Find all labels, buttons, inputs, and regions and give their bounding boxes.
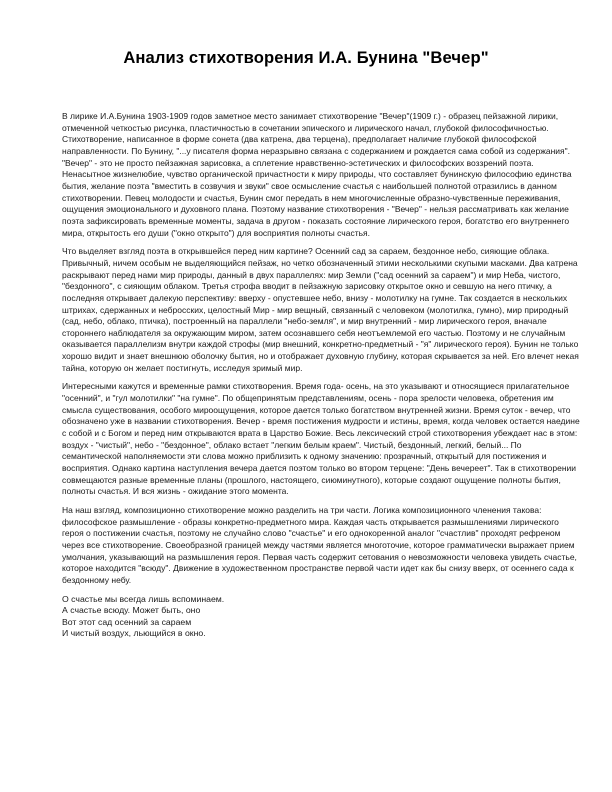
paragraph-composition: На наш взгляд, композиционно стихотворение можно разделить на три части. Логика композиционного членения такова: философское размышление - образы конкретно-предметного мира. Каждая часть открывается размышлениями лирического героя о постижении счастья, поэтому не случайно слово "счастье" и его однокоренной аналог "счастлив" проходят рефреном через все стихотворение. Своеобразной границей между частями является многоточие, которое грамматически выражает прием умолчания, указывающий на размышления героя. Первая часть содержит сетования о невозможности человека увидеть счастье, которое находится "всюду". Движение в художественном пространстве первой части идет как бы снизу вверх, от осеннего сада к бездонному небу. [62, 505, 577, 585]
document-body [62, 111, 580, 640]
poem-line: О счастье мы всегда лишь вспоминаем. [62, 593, 225, 604]
paragraph-landscape: Что выделяет взгляд поэта в открывшейся перед ним картине? Осенний сад за сараем, бездонное небо, сияющие облака. Привычный, ничем особым не выделяющийся пейзаж, но четко обозначенный этими несколькими скупыми масками. Два катрена раскрывают перед нами мир природы, данный в двух параллелях: мир Земли ("сад осенний за сараем") и мир Неба, чистого, "бездонного", с сияющим облаком. Третья строфа вводит в пейзажную зарисовку открытое окно и севшую на него птичку, а последняя открывает далекую перспективу: вверху - опустевшее небо, внизу - молотилку на гумне. Так создается в нескольких штрихах, сдержанных и небросских, целостный Мир - мир вещный, связанный с человеком (молотилка, гумно), мир природный (сад, небо, облако, птичка), построенный на параллели "небо-земля", и мир внутренний - мир лирического героя, вначале стороннего наблюдателя за окружающим миром, затем осознавшего себя неотъемлемой его частью. Поэтому и не случайным оказывается параллелизм внутри каждой строфы (мир внешний, конкретно-предметный - "я" лирического героя). Бунин не только хорошо видит и знает внешнюю оболочку бытия, но и отображает духовную глубину, которая скрывается за ней. Его влечет некая тайна, которую он желает постигнуть, исследуя зримый мир. [62, 246, 579, 373]
poem-quote [62, 594, 580, 640]
poem-line: И чистый воздух, льющийся в окно. [62, 628, 206, 639]
paragraph-time-frame: Интересными кажутся и временные рамки стихотворения. Время года- осень, на это указывают и относящиеся прилагательное "осенний", и "гул молотилки" "на гумне". По общепринятым представлениям, осень - пора зрелости человека, обретения им смысла существования, особого мироощущения, которое дается только богатством внутренней жизни. Время суток - вечер, что обозначено уже в названии стихотворения. Вечер - время постижения мудрости и истины, время, когда человек остается наедине с собой и с Богом и перед ним открываются врата в Царство Божие. Весь лексический строй стихотворения убеждает нас в этом: воздух - "чистый", небо - "бездонное", облако встает "легким белым краем". Чистый, бездонный, легкий, белый... По семантической наполняемости эти слова можно приблизить к одному значению: прозрачный, открытый для постижения и восприятия. Однако картина наступления вечера дается поэтом только во втором терцене: "День вечереет". Так в стихотворении совмещаются разные временные планы (прошлого, настоящего, сиюминутного), которые создают ощущение полноты бытия, полноты счастья. И вся жизнь - ожидание этого момента. [62, 381, 580, 497]
poem-line: Вот этот сад осенний за сараем [62, 616, 192, 627]
paragraph-intro: В лирике И.А.Бунина 1903-1909 годов заметное место занимает стихотворение "Вечер"(1909 г.) - образец пейзажной лирики, отмеченной четкостью рисунка, пластичностью в сочетании эпического и лирического начал, глубокой философичностью. Стихотворение, написанное в форме сонета (два катрена, два терцена), предполагает наличие глубокой философской направленности. По Бунину, "...у писателя форма неразрывно связана с содержанием и рождается сама собой из содержания". "Вечер" - это не просто пейзажная зарисовка, а сплетение нравственно-эстетических и философских воззрений поэта. Ненасытное жизнелюбие, чувство органической причастности к миру природы, что составляет бунинскую философию единства бытия, желание поэта "вместить в созвучия и звуки" свое осмысление счастья с наибольшей полнотой отразились в данном стихотворении. Певец молодости и счастья, Бунин смог передать в нем многочисленные образно-чувственные переживания, ощущения эмоционального и духовного плана. Поэтому название стихотворения - "Вечер" - нельзя рассматривать как желание поэта зафиксировать временные моменты, задача в другом - показать состояние лирического героя, богатство его внутреннего мира, открытость его души ("окно открыто") для восприятия полноты счастья. [62, 111, 572, 238]
poem-line: А счастье всюду. Может быть, оно [62, 605, 201, 616]
document-title: Анализ стихотворения И.А. Бунина "Вечер" [123, 48, 489, 67]
